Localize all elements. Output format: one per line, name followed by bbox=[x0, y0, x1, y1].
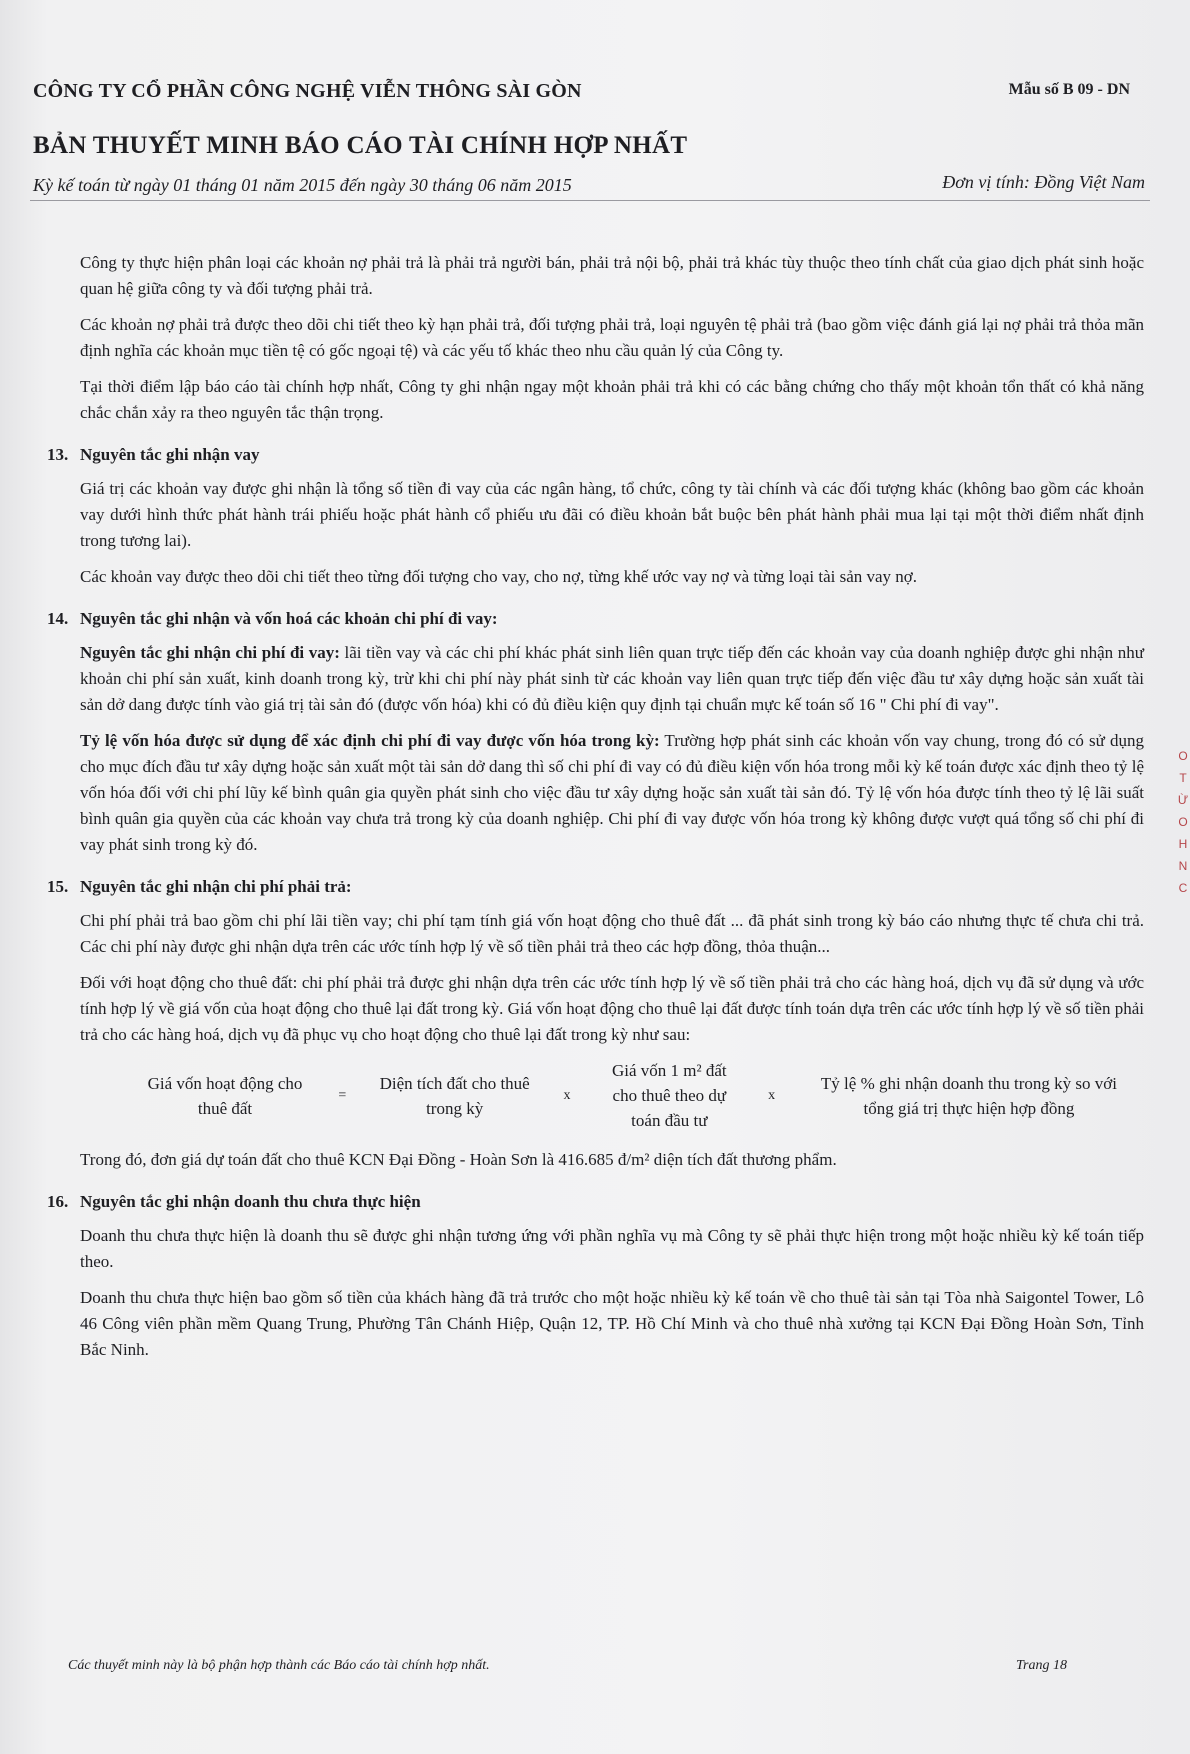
currency-unit: Đơn vị tính: Đồng Việt Nam bbox=[942, 172, 1145, 192]
section-title: Nguyên tắc ghi nhận chi phí phải trả: bbox=[80, 877, 352, 896]
footer-note: Các thuyết minh này là bộ phận hợp thành các Báo cáo tài chính hợp nhất. bbox=[68, 1658, 490, 1673]
intro-paragraph-3: Tại thời điểm lập báo cáo tài chính hợp nhất, Công ty ghi nhận ngay một khoản phải trả khi có các bằng chứng cho thấy một khoản tổn thất có khả năng chắc chắn xảy ra theo nguyên tắc thận trọng. bbox=[80, 377, 1144, 422]
section-15-paragraph-1: Chi phí phải trả bao gồm chi phí lãi tiền vay; chi phí tạm tính giá vốn hoạt động cho thuê đất ... đã phát sinh trong kỳ báo cáo nhưng thực tế chưa chi trả. Các chi phí này được ghi nhận dựa trên các ước tính hợp lý về số tiền phải trả theo các hợp đồng, thỏa thuận... bbox=[80, 911, 1144, 956]
form-number: Mẫu số B 09 - DN bbox=[1008, 81, 1130, 98]
formula-term-ratio: Tỷ lệ % ghi nhận doanh thu trong kỳ so với tổng giá trị thực hiện hợp đồng bbox=[820, 1073, 1117, 1118]
intro-paragraph-1: Công ty thực hiện phân loại các khoản nợ phải trả là phải trả người bán, phải trả nội bộ, phải trả khác tùy thuộc theo tính chất của giao dịch phát sinh hoặc quan hệ giữa công ty và đối tượng phải trả. bbox=[80, 253, 1144, 298]
section-14-paragraph-1 bbox=[80, 640, 1144, 718]
section-15-paragraph-3: Trong đó, đơn giá dự toán đất cho thuê KCN Đại Đồng - Hoàn Sơn là 416.685 đ/m² diện tích đất thương phẩm. bbox=[80, 1150, 837, 1169]
section-number: 13. bbox=[47, 445, 69, 464]
section-title: Nguyên tắc ghi nhận vay bbox=[80, 445, 260, 464]
section-title: Nguyên tắc ghi nhận và vốn hoá các khoản chi phí đi vay: bbox=[80, 609, 498, 628]
section-number: 16. bbox=[47, 1192, 69, 1211]
paragraph-lead: Nguyên tắc ghi nhận chi phí đi vay: bbox=[80, 643, 340, 662]
edge-stamp bbox=[1176, 745, 1190, 899]
header-divider bbox=[30, 200, 1150, 201]
stamp-char: O bbox=[1178, 749, 1188, 763]
paragraph-text: Trường hợp phát sinh các khoản vốn vay chung, trong đó có sử dụng cho mục đích đầu tư xây dựng hoặc sản xuất một tài sản dở dang thì số chi phí đi vay có đủ điều kiện vốn hóa trong mỗi kỳ kế toán được xác định theo tỷ lệ vốn hóa đối với chi phí lũy kế bình quân gia quyền phát sinh cho việc đầu tư xây dựng hoặc sản xuất tài sản đó. Tỷ lệ vốn hóa được tính theo tỷ lệ lãi suất bình quân gia quyền của các khoản vay chưa trả trong kỳ của doanh nghiệp. Chi phí đi vay được vốn hóa trong kỳ không được vượt quá tổng số chi phí đi vay phát sinh trong kỳ đó. bbox=[80, 731, 1144, 854]
paragraph-lead: Tỷ lệ vốn hóa được sử dụng để xác định chi phí đi vay được vốn hóa trong kỳ: bbox=[80, 731, 660, 750]
section-14-paragraph-2 bbox=[80, 728, 1144, 858]
stamp-char: O bbox=[1178, 815, 1188, 829]
section-16-paragraph-2: Doanh thu chưa thực hiện bao gồm số tiền của khách hàng đã trả trước cho một hoặc nhiều kỳ kế toán về cho thuê tài sản tại Tòa nhà Saigontel Tower, Lô 46 Công viên phần mềm Quang Trung, Phường Tân Chánh Hiệp, Quận 12, TP. Hồ Chí Minh và cho thuê nhà xưởng tại KCN Đại Đồng Hoàn Sơn, Tỉnh Bắc Ninh. bbox=[80, 1288, 1144, 1359]
formula-equals: = bbox=[338, 1088, 347, 1103]
document-title: BẢN THUYẾT MINH BÁO CÁO TÀI CHÍNH HỢP NHẤT bbox=[33, 132, 688, 159]
stamp-char: T bbox=[1179, 771, 1187, 785]
formula-term-cost: Giá vốn hoạt động cho thuê đất bbox=[147, 1073, 303, 1118]
stamp-char: N bbox=[1178, 859, 1188, 873]
formula-multiply: x bbox=[768, 1088, 776, 1103]
paragraph-text: lãi tiền vay và các chi phí khác phát sinh liên quan trực tiếp đến các khoản vay của doanh nghiệp được ghi nhận như khoản chi phí sản xuất, kinh doanh trong kỳ, trừ khi chi phí này phát sinh từ các khoản vay liên quan trực tiếp đến việc đầu tư xây dựng hoặc sản xuất tài sản dở dang được tính vào giá trị tài sản đó (được vốn hóa) khi có đủ điều kiện quy định tại chuẩn mực kế toán số 16 " Chi phí đi vay". bbox=[80, 643, 1144, 714]
accounting-period: Kỳ kế toán từ ngày 01 tháng 01 năm 2015 đến ngày 30 tháng 06 năm 2015 bbox=[33, 175, 572, 195]
company-name: CÔNG TY CỔ PHẦN CÔNG NGHỆ VIỄN THÔNG SÀI GÒN bbox=[33, 80, 582, 102]
section-15-heading bbox=[47, 874, 1144, 900]
stamp-char: H bbox=[1178, 837, 1188, 851]
formula-term-unit-cost: Giá vốn 1 m² đất cho thuê theo dự toán đầu tư bbox=[611, 1061, 727, 1130]
stamp-char: Ừ bbox=[1177, 793, 1189, 807]
formula-term-area: Diện tích đất cho thuê trong kỳ bbox=[379, 1073, 530, 1118]
section-13-heading bbox=[47, 442, 1144, 468]
page-number: Trang 18 bbox=[1016, 1658, 1067, 1673]
formula-multiply: x bbox=[563, 1088, 571, 1103]
document-body bbox=[47, 250, 1144, 1373]
section-15-paragraph-2: Đối với hoạt động cho thuê đất: chi phí phải trả được ghi nhận dựa trên các ước tính hợp lý về số tiền phải trả cho các hàng hoá, dịch vụ đã sử dụng và ước tính hợp lý về giá vốn của hoạt động cho thuê lại đất trong kỳ. Giá vốn hoạt động cho thuê lại đất được tính toán dựa trên các ước tính hợp lý về số tiền phải trả cho các hàng hoá, dịch vụ đã phục vụ cho hoạt động cho thuê lại đất trong kỳ như sau: bbox=[80, 973, 1144, 1044]
cost-formula bbox=[140, 1058, 1134, 1133]
intro-paragraph-2: Các khoản nợ phải trả được theo dõi chi tiết theo kỳ hạn phải trả, đối tượng phải trả, loại nguyên tệ phải trả (bao gồm việc đánh giá lại nợ phải trả thỏa mãn định nghĩa các khoản mục tiền tệ có gốc ngoại tệ) và các yếu tố khác theo nhu cầu quản lý của Công ty. bbox=[80, 315, 1144, 360]
section-number: 14. bbox=[47, 609, 69, 628]
section-13-paragraph-2: Các khoản vay được theo dõi chi tiết theo từng đối tượng cho vay, cho nợ, từng khế ước vay nợ và từng loại tài sản vay nợ. bbox=[80, 567, 918, 586]
section-16-paragraph-1: Doanh thu chưa thực hiện là doanh thu sẽ được ghi nhận tương ứng với phần nghĩa vụ mà Công ty sẽ phải thực hiện trong một hoặc nhiều kỳ kế toán tiếp theo. bbox=[80, 1226, 1144, 1271]
section-16-heading bbox=[47, 1189, 1144, 1215]
section-title: Nguyên tắc ghi nhận doanh thu chưa thực hiện bbox=[80, 1192, 421, 1211]
section-14-heading bbox=[47, 606, 1144, 632]
section-13-paragraph-1: Giá trị các khoản vay được ghi nhận là tổng số tiền đi vay của các ngân hàng, tổ chức, công ty tài chính và các đối tượng khác (không bao gồm các khoản vay dưới hình thức phát hành trái phiếu hoặc phát hành cổ phiếu ưu đãi có điều khoản bắt buộc bên phát hành phải mua lại tại một thời điểm nhất định trong tương lai). bbox=[80, 479, 1144, 550]
section-number: 15. bbox=[47, 877, 69, 896]
stamp-char: C bbox=[1178, 881, 1188, 895]
